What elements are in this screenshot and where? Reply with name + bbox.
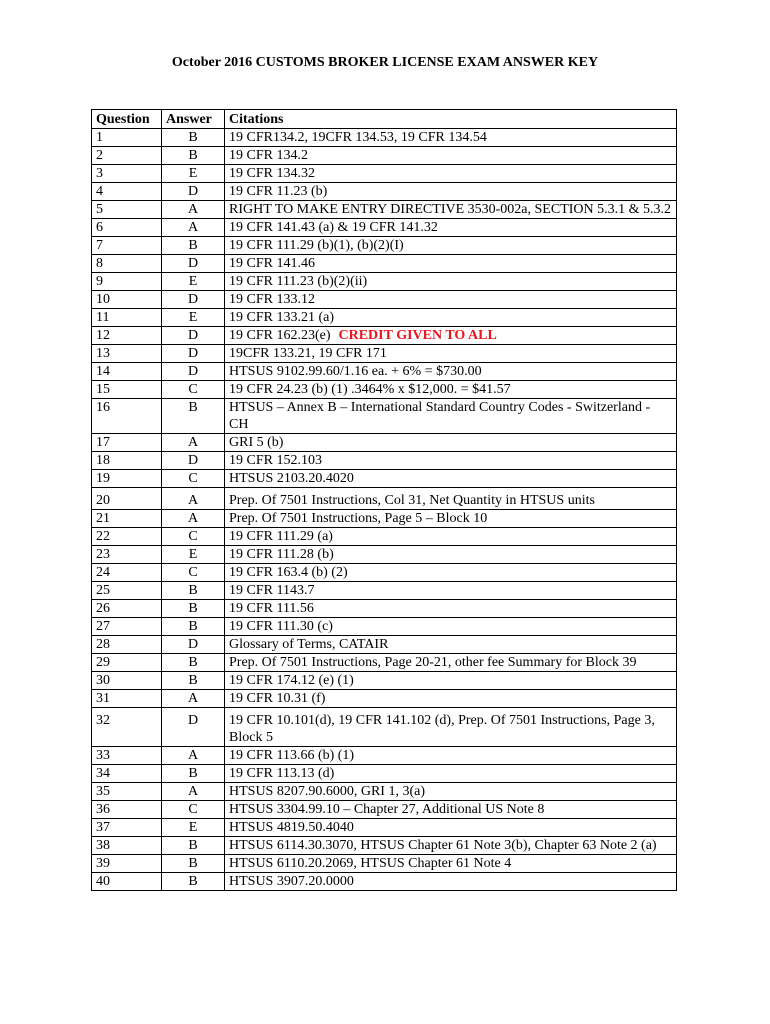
table-row	[92, 528, 677, 546]
table-row	[92, 600, 677, 618]
question-number: 32	[92, 708, 162, 747]
table-row	[92, 129, 677, 147]
citation-cell	[225, 183, 677, 201]
table-row	[92, 452, 677, 470]
question-number: 19	[92, 470, 162, 488]
citation-text: GRI 5 (b)	[229, 435, 284, 450]
citation-cell	[225, 855, 677, 873]
question-number: 38	[92, 837, 162, 855]
citation-text: 19 CFR 1143.7	[229, 583, 315, 598]
citation-cell	[225, 129, 677, 147]
citation-cell	[225, 237, 677, 255]
citation-cell	[225, 636, 677, 654]
citation-cell	[225, 434, 677, 452]
answer-letter: D	[162, 291, 225, 309]
answer-letter: D	[162, 327, 225, 345]
citation-text: Glossary of Terms, CATAIR	[229, 637, 389, 652]
citation-text: 19 CFR 141.43 (a) & 19 CFR 141.32	[229, 220, 438, 235]
citation-cell	[225, 672, 677, 690]
question-number: 39	[92, 855, 162, 873]
table-row	[92, 783, 677, 801]
table-row	[92, 837, 677, 855]
citation-cell	[225, 219, 677, 237]
citation-text: HTSUS – Annex B – International Standard Country Codes - Switzerland - CH	[229, 400, 651, 432]
table-row	[92, 564, 677, 582]
citation-cell	[225, 381, 677, 399]
citation-cell	[225, 783, 677, 801]
table-row	[92, 219, 677, 237]
table-row	[92, 327, 677, 345]
citation-text: 19 CFR 113.13 (d)	[229, 766, 335, 781]
answer-letter: B	[162, 582, 225, 600]
table-row	[92, 708, 677, 747]
question-number: 4	[92, 183, 162, 201]
table-row	[92, 747, 677, 765]
table-row	[92, 345, 677, 363]
citation-cell	[225, 147, 677, 165]
question-number: 12	[92, 327, 162, 345]
citation-text: 19 CFR 113.66 (b) (1)	[229, 748, 355, 763]
citation-text: HTSUS 3907.20.0000	[229, 874, 354, 889]
citation-cell	[225, 801, 677, 819]
answer-letter: D	[162, 345, 225, 363]
answer-letter: D	[162, 708, 225, 747]
citation-cell	[225, 291, 677, 309]
question-number: 33	[92, 747, 162, 765]
citation-cell	[225, 363, 677, 381]
question-number: 13	[92, 345, 162, 363]
citation-text: 19 CFR 24.23 (b) (1) .3464% x $12,000. = $41.57	[229, 382, 511, 397]
question-header: Question	[92, 110, 162, 129]
question-number: 17	[92, 434, 162, 452]
answer-letter: A	[162, 488, 225, 510]
table-row	[92, 273, 677, 291]
citation-cell	[225, 470, 677, 488]
answer-letter: D	[162, 636, 225, 654]
table-row	[92, 582, 677, 600]
question-number: 21	[92, 510, 162, 528]
table-row	[92, 636, 677, 654]
table-row	[92, 690, 677, 708]
question-number: 7	[92, 237, 162, 255]
citation-cell	[225, 873, 677, 891]
citation-text: 19 CFR 152.103	[229, 453, 322, 468]
answer-letter: A	[162, 219, 225, 237]
citation-text: HTSUS 8207.90.6000, GRI 1, 3(a)	[229, 784, 425, 799]
citation-cell	[225, 201, 677, 219]
question-number: 29	[92, 654, 162, 672]
answer-letter: E	[162, 819, 225, 837]
table-row	[92, 488, 677, 510]
table-row	[92, 399, 677, 434]
citation-cell	[225, 654, 677, 672]
citation-text: 19 CFR 10.101(d), 19 CFR 141.102 (d), Prep. Of 7501 Instructions, Page 3, Block 5	[229, 713, 655, 745]
question-number: 2	[92, 147, 162, 165]
answer-letter: E	[162, 273, 225, 291]
answer-letter: B	[162, 618, 225, 636]
answer-letter: B	[162, 837, 225, 855]
table-row	[92, 237, 677, 255]
citation-cell	[225, 255, 677, 273]
citations-header: Citations	[225, 110, 677, 129]
citation-text: 19 CFR 133.21 (a)	[229, 310, 334, 325]
question-number: 10	[92, 291, 162, 309]
question-number: 37	[92, 819, 162, 837]
citation-cell	[225, 837, 677, 855]
table-row	[92, 855, 677, 873]
table-row	[92, 672, 677, 690]
question-number: 14	[92, 363, 162, 381]
question-number: 5	[92, 201, 162, 219]
table-row	[92, 381, 677, 399]
question-number: 3	[92, 165, 162, 183]
citation-text: RIGHT TO MAKE ENTRY DIRECTIVE 3530-002a, SECTION 5.3.1 & 5.3.2	[229, 202, 672, 217]
citation-text: HTSUS 4819.50.4040	[229, 820, 354, 835]
citation-text: 19 CFR 163.4 (b) (2)	[229, 565, 348, 580]
citation-text: 19 CFR 111.29 (b)(1), (b)(2)(I)	[229, 238, 404, 253]
citation-cell	[225, 564, 677, 582]
citation-text: 19 CFR 133.12	[229, 292, 315, 307]
citation-text: Prep. Of 7501 Instructions, Page 5 – Block 10	[229, 511, 488, 526]
question-number: 40	[92, 873, 162, 891]
answer-letter: C	[162, 801, 225, 819]
answer-letter: D	[162, 183, 225, 201]
citation-text: 19 CFR134.2, 19CFR 134.53, 19 CFR 134.54	[229, 130, 487, 145]
question-number: 8	[92, 255, 162, 273]
question-number: 23	[92, 546, 162, 564]
answer-letter: C	[162, 470, 225, 488]
question-number: 25	[92, 582, 162, 600]
citation-cell	[225, 765, 677, 783]
question-number: 1	[92, 129, 162, 147]
citation-cell	[225, 165, 677, 183]
answer-letter: A	[162, 690, 225, 708]
citation-cell	[225, 345, 677, 363]
citation-text: 19 CFR 111.29 (a)	[229, 529, 333, 544]
credit-note: CREDIT GIVEN TO ALL	[338, 328, 497, 343]
table-row	[92, 201, 677, 219]
table-row	[92, 147, 677, 165]
citation-cell	[225, 582, 677, 600]
table-row	[92, 510, 677, 528]
answer-letter: B	[162, 672, 225, 690]
citation-text: 19 CFR 174.12 (e) (1)	[229, 673, 354, 688]
question-number: 18	[92, 452, 162, 470]
citation-text: 19 CFR 162.23(e)	[229, 328, 331, 343]
answer-letter: B	[162, 237, 225, 255]
citation-text: 19 CFR 11.23 (b)	[229, 184, 328, 199]
question-number: 36	[92, 801, 162, 819]
citation-text: HTSUS 6110.20.2069, HTSUS Chapter 61 Note 4	[229, 856, 512, 871]
citation-text: 19 CFR 141.46	[229, 256, 315, 271]
citation-cell	[225, 618, 677, 636]
citation-text: 19 CFR 111.56	[229, 601, 314, 616]
table-row	[92, 765, 677, 783]
citation-cell	[225, 528, 677, 546]
answer-letter: A	[162, 434, 225, 452]
answer-letter: E	[162, 309, 225, 327]
question-number: 27	[92, 618, 162, 636]
question-number: 20	[92, 488, 162, 510]
citation-cell	[225, 327, 677, 345]
citation-cell	[225, 510, 677, 528]
answer-letter: B	[162, 129, 225, 147]
citation-text: 19 CFR 111.30 (c)	[229, 619, 333, 634]
table-row	[92, 291, 677, 309]
answer-letter: B	[162, 600, 225, 618]
answer-letter: B	[162, 654, 225, 672]
citation-cell	[225, 600, 677, 618]
answer-letter: C	[162, 564, 225, 582]
answer-letter: B	[162, 399, 225, 434]
citation-text: 19 CFR 111.23 (b)(2)(ii)	[229, 274, 368, 289]
citation-text: 19 CFR 111.28 (b)	[229, 547, 334, 562]
answer-letter: B	[162, 147, 225, 165]
answer-header: Answer	[162, 110, 225, 129]
table-row	[92, 546, 677, 564]
citation-text: 19CFR 133.21, 19 CFR 171	[229, 346, 387, 361]
question-number: 15	[92, 381, 162, 399]
table-row	[92, 165, 677, 183]
citation-text: Prep. Of 7501 Instructions, Page 20-21, other fee Summary for Block 39	[229, 655, 637, 670]
citation-text: 19 CFR 10.31 (f)	[229, 691, 326, 706]
citation-cell	[225, 708, 677, 747]
answer-letter: B	[162, 873, 225, 891]
question-number: 24	[92, 564, 162, 582]
citation-text: 19 CFR 134.32	[229, 166, 315, 181]
question-number: 34	[92, 765, 162, 783]
question-number: 26	[92, 600, 162, 618]
answer-letter: C	[162, 381, 225, 399]
table-row	[92, 819, 677, 837]
citation-text: HTSUS 6114.30.3070, HTSUS Chapter 61 Note 3(b), Chapter 63 Note 2 (a)	[229, 838, 657, 853]
table-row	[92, 183, 677, 201]
question-number: 6	[92, 219, 162, 237]
citation-text: HTSUS 9102.99.60/1.16 ea. + 6% = $730.00	[229, 364, 482, 379]
citation-cell	[225, 690, 677, 708]
answer-letter: A	[162, 783, 225, 801]
citation-cell	[225, 309, 677, 327]
question-number: 31	[92, 690, 162, 708]
citation-text: 19 CFR 134.2	[229, 148, 308, 163]
answer-letter: D	[162, 363, 225, 381]
citation-cell	[225, 399, 677, 434]
citation-text: HTSUS 2103.20.4020	[229, 471, 354, 486]
answer-letter: C	[162, 528, 225, 546]
answer-letter: B	[162, 765, 225, 783]
document-title: October 2016 CUSTOMS BROKER LICENSE EXAM ANSWER KEY	[171, 55, 599, 70]
citation-cell	[225, 273, 677, 291]
citation-cell	[225, 452, 677, 470]
answer-letter: A	[162, 747, 225, 765]
table-row	[92, 654, 677, 672]
citation-text: HTSUS 3304.99.10 – Chapter 27, Additional US Note 8	[229, 802, 545, 817]
question-number: 9	[92, 273, 162, 291]
question-number: 30	[92, 672, 162, 690]
table-row	[92, 255, 677, 273]
answer-letter: A	[162, 510, 225, 528]
table-row	[92, 618, 677, 636]
citation-cell	[225, 747, 677, 765]
answer-key-table	[91, 109, 677, 891]
answer-letter: B	[162, 855, 225, 873]
question-number: 35	[92, 783, 162, 801]
answer-letter: D	[162, 255, 225, 273]
header-row	[92, 110, 677, 129]
citation-cell	[225, 546, 677, 564]
table-row	[92, 873, 677, 891]
answer-letter: A	[162, 201, 225, 219]
answer-letter: E	[162, 165, 225, 183]
question-number: 16	[92, 399, 162, 434]
answer-letter: D	[162, 452, 225, 470]
citation-text: Prep. Of 7501 Instructions, Col 31, Net Quantity in HTSUS units	[229, 493, 595, 508]
table-row	[92, 363, 677, 381]
table-row	[92, 309, 677, 327]
table-row	[92, 470, 677, 488]
table-row	[92, 434, 677, 452]
question-number: 22	[92, 528, 162, 546]
answer-letter: E	[162, 546, 225, 564]
citation-cell	[225, 819, 677, 837]
question-number: 11	[92, 309, 162, 327]
question-number: 28	[92, 636, 162, 654]
table-row	[92, 801, 677, 819]
citation-cell	[225, 488, 677, 510]
